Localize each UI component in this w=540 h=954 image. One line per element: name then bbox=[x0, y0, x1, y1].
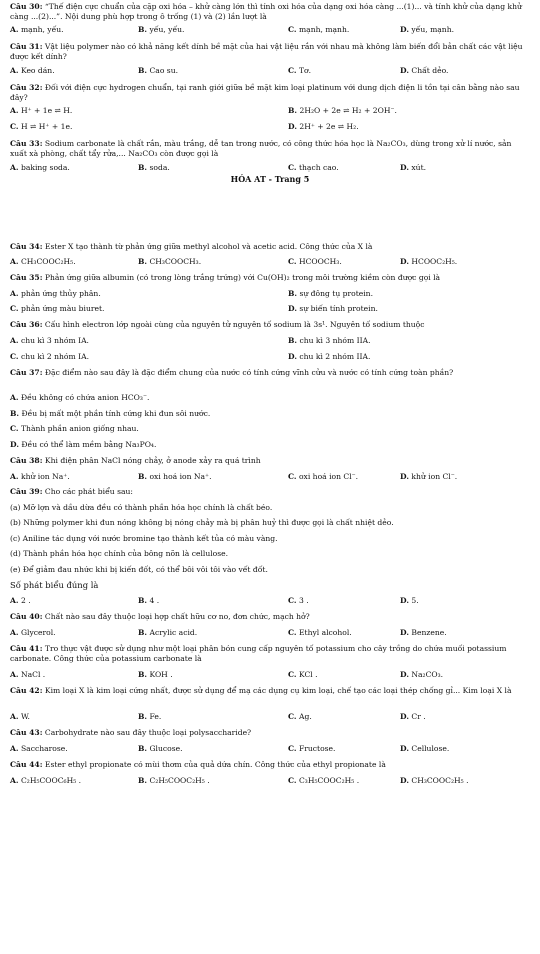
options-40: A. Glycerol. B. Acrylic acid. C. Ethyl alcohol. D. Benzene. bbox=[10, 628, 447, 637]
statement-c: (c) Aniline tác dụng với nước bromine tạo thành kết tủa có màu vàng. bbox=[10, 534, 278, 543]
question-43: Câu 43: Carbohydrate nào sau đây thuộc loại polysaccharide? bbox=[10, 728, 252, 737]
page-footer: HÓA AT - Trang 5 bbox=[230, 174, 310, 184]
question-38: Câu 38: Khi điện phân NaCl nóng chảy, ở anode xảy ra quá trình bbox=[10, 456, 261, 465]
statement-a: (a) Mỡ lợn và dầu dừa đều có thành phần hóa học chính là chất béo. bbox=[10, 503, 273, 512]
options-38: A. khử ion Na⁺. B. oxi hoá ion Na⁺. C. oxi hoá ion Cl⁻. D. khử ion Cl⁻. bbox=[10, 472, 458, 481]
statement-d: (d) Thành phần hóa học chính của bông nõn là cellulose. bbox=[10, 549, 229, 558]
question-37: Câu 37: Đặc điểm nào sau đây là đặc điểm chung của nước có tính cứng vĩnh cửu và nước có tính cứng toàn phần? bbox=[10, 368, 454, 377]
question-30: Câu 30: “Thế điện cực chuẩn của cặp oxi hóa – khử càng lớn thì tính oxi hóa của dạng oxi hóa càng ...(1)... và tính khử của dạng khử càng ...(2)...”. Nội dung phù hợp trong ô trống (1) và (2) lần lượt là bbox=[10, 2, 522, 21]
question-33: Câu 33: Sodium carbonate là chất rắn, màu trắng, dễ tan trong nước, có công thức hóa học là Na₂CO₃, dùng trong xử lí nước, sản xuất xà phòng, chất tẩy rửa,... Na₂CO₃ còn được gọi là bbox=[10, 139, 512, 158]
options-36a: A. chu kì 3 nhóm IA. B. chu kì 3 nhóm IIA. bbox=[10, 336, 371, 345]
options-44: A. C₂H₅COOC₆H₅ . B. C₂H₅COOC₂H₅ . C. C₃H₅COOC₂H₅ . D. CH₃COOC₂H₅ . bbox=[10, 776, 469, 785]
question-39-ask: Số phát biểu đúng là bbox=[10, 580, 99, 590]
options-34: A. CH₃COOC₂H₅. B. CH₃COOCH₃. C. HCOOCH₃. D. HCOOC₂H₅. bbox=[10, 257, 458, 266]
options-41: A. NaCl . B. KOH . C. KCl . D. Na₂CO₃. bbox=[10, 670, 444, 679]
options-35a: A. phản ứng thủy phân. B. sự đông tụ protein. bbox=[10, 289, 373, 298]
option-37c: C. Thành phần anion giống nhau. bbox=[10, 424, 139, 433]
options-35b: C. phản ứng màu biuret. D. sự biến tính protein. bbox=[10, 304, 378, 313]
question-42: Câu 42: Kim loại X là kim loại cứng nhất, được sử dụng để mạ các dụng cụ kim loại, chế tạo các loại thép chống gỉ... Kim loại X là bbox=[10, 686, 512, 695]
options-30: A. mạnh, yếu. B. yếu, yếu. C. mạnh, mạnh. D. yếu, mạnh. bbox=[10, 25, 454, 34]
question-44: Câu 44: Ester ethyl propionate có mùi thơm của quả dứa chín. Công thức của ethyl propionate là bbox=[10, 760, 386, 769]
question-41: Câu 41: Tro thực vật được sử dụng như một loại phân bón cung cấp nguyên tố potassium cho cây trồng do chứa muối potassium carbonate. Công thức của potassium carbonate là bbox=[10, 644, 507, 663]
option-37b: B. Đều bị mất một phần tính cứng khi đun sôi nước. bbox=[10, 409, 211, 418]
options-32b: C. H ⇌ H⁺ + 1e. D. 2H⁺ + 2e ⇌ H₂. bbox=[10, 122, 359, 131]
question-31: Câu 31: Vật liệu polymer nào có khả năng kết dính bề mặt của hai vật liệu rắn với nhau mà không làm biến đổi bản chất các vật liệu được kết dính? bbox=[10, 42, 523, 61]
options-43: A. Saccharose. B. Glucose. C. Fructose. D. Cellulose. bbox=[10, 744, 450, 753]
options-42: A. W. B. Fe. C. Ag. D. Cr . bbox=[10, 712, 426, 721]
option-37d: D. Đều có thể làm mềm bằng Na₃PO₄. bbox=[10, 440, 157, 449]
statement-e: (e) Để giảm đau nhức khi bị kiến đốt, có thể bôi vôi tôi vào vết đốt. bbox=[10, 565, 268, 574]
options-31: A. Keo dán. B. Cao su. C. Tơ. D. Chất dẻo. bbox=[10, 66, 449, 75]
options-36b: C. chu kì 2 nhóm IA. D. chu kì 2 nhóm IIA. bbox=[10, 352, 371, 361]
options-39: A. 2 . B. 4 . C. 3 . D. 5. bbox=[10, 596, 419, 605]
question-35: Câu 35: Phản ứng giữa albumin (có trong lòng trắng trứng) với Cu(OH)₂ trong môi trường kiềm còn được gọi là bbox=[10, 273, 441, 282]
question-40: Câu 40: Chất nào sau đây thuộc loại hợp chất hữu cơ no, đơn chức, mạch hở? bbox=[10, 612, 310, 621]
options-32a: A. H⁺ + 1e ⇌ H. B. 2H₂O + 2e ⇌ H₂ + 2OH⁻. bbox=[10, 106, 397, 115]
statement-b: (b) Những polymer khi đun nóng không bị nóng chảy mà bị phân huỷ thì được gọi là chất nhiệt dẻo. bbox=[10, 518, 394, 527]
question-36: Câu 36: Cấu hình electron lớp ngoài cùng của nguyên tử nguyên tố sodium là 3s¹. Nguyên tố sodium thuộc bbox=[10, 320, 425, 329]
question-32: Câu 32: Đối với điện cực hydrogen chuẩn, tại ranh giới giữa bề mặt kim loại platinum với dung dịch điện li tồn tại cân bằng nào sau đây? bbox=[10, 83, 520, 102]
question-39: Câu 39: Cho các phát biểu sau: bbox=[10, 487, 133, 496]
options-33: A. baking soda. B. soda. C. thạch cao. D. xút. bbox=[10, 163, 427, 172]
question-34: Câu 34: Ester X tạo thành từ phản ứng giữa methyl alcohol và acetic acid. Công thức của X là bbox=[10, 242, 373, 251]
option-37a: A. Đều không có chứa anion HCO₃⁻. bbox=[10, 393, 150, 402]
